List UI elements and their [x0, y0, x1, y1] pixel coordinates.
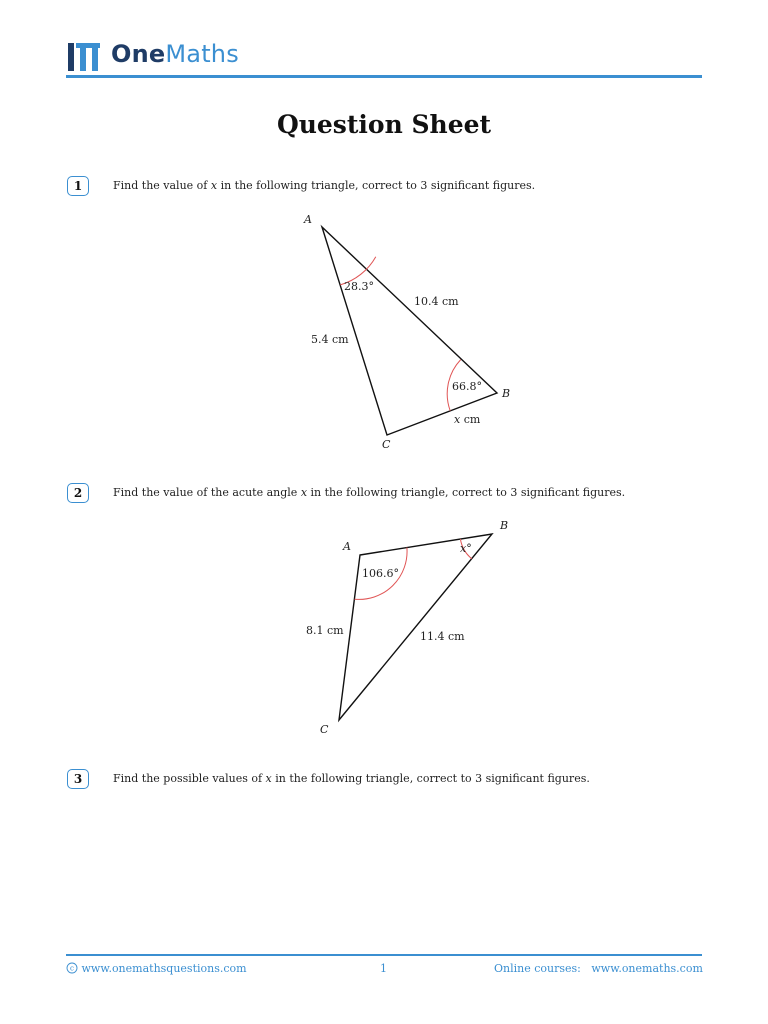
side-label-ab: 10.4 cm: [414, 295, 459, 308]
side-label-ac: 8.1 cm: [306, 624, 344, 637]
page-title: Question Sheet: [276, 110, 492, 139]
brand-maths: Maths: [165, 40, 239, 68]
triangle-edges: [339, 534, 492, 720]
question-text: [113, 772, 590, 785]
vertex-label-b: B: [500, 519, 509, 532]
brand-one: One: [111, 40, 166, 68]
vertex-label-b: B: [502, 387, 511, 400]
angle-label-a: 28.3°: [344, 280, 374, 293]
copyright-letter: c: [70, 964, 74, 973]
angle-label-b: 66.8°: [452, 380, 482, 393]
courses-label: Online courses:: [494, 962, 581, 975]
vertex-label-a: A: [304, 213, 312, 226]
onemaths-logo-icon: [66, 43, 102, 71]
question-text-end: in the following triangle, correct to 3 significant figures.: [271, 772, 590, 785]
question-number-badge: 3: [67, 769, 89, 789]
footer-courses: [494, 962, 703, 975]
vertex-label-c: C: [382, 438, 391, 451]
question-text-start: Find the value of the acute angle: [113, 486, 301, 499]
brand-name: [111, 40, 239, 68]
header-divider: [66, 75, 702, 78]
question-variable: x: [210, 179, 218, 192]
question-text-end: in the following triangle, correct to 3 significant figures.: [307, 486, 626, 499]
side-label-bc: [454, 413, 481, 426]
triangle-edges: [322, 227, 497, 435]
question-text-start: Find the value of: [113, 179, 211, 192]
footer-divider: [66, 954, 702, 956]
angle-label-b: [460, 542, 472, 555]
side-unit: cm: [460, 413, 481, 426]
question-text-end: in the following triangle, correct to 3 significant figures.: [217, 179, 536, 192]
vertex-label-c: C: [320, 723, 329, 736]
question-number-badge: 2: [67, 483, 89, 503]
vertex-label-a: A: [343, 540, 351, 553]
angle-label-a: 106.6°: [362, 567, 399, 580]
footer-website-link[interactable]: www.onemathsquestions.com: [81, 962, 247, 975]
triangle-figure-1: [290, 205, 530, 455]
angle-unit: °: [466, 542, 472, 555]
copyright-icon: [66, 962, 78, 974]
question-number-badge: 1: [67, 176, 89, 196]
question-text: [113, 486, 625, 499]
question-variable: x: [265, 772, 272, 785]
question-text-start: Find the possible values of: [113, 772, 266, 785]
header: [66, 38, 702, 78]
question-variable: x: [300, 486, 308, 499]
triangle-figure-2: [300, 515, 520, 740]
side-label-bc: 11.4 cm: [420, 630, 465, 643]
side-variable: x: [454, 413, 461, 426]
side-label-ac: 5.4 cm: [311, 333, 349, 346]
page-number: 1: [380, 962, 387, 975]
question-text: [113, 179, 535, 192]
courses-link[interactable]: www.onemaths.com: [591, 962, 703, 975]
angle-variable: x: [460, 542, 467, 555]
footer-website[interactable]: [66, 962, 247, 975]
